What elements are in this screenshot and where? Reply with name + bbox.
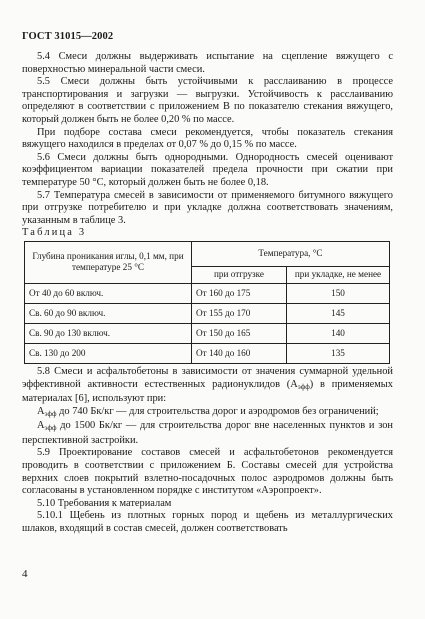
list-item-subscript: эфф <box>44 409 57 418</box>
col-header-shipping: при отгрузке <box>192 266 287 283</box>
list-item-text: до 1500 Бк/кг — для строительства дорог вне населенных пунктов и зон перспективной застройки. <box>22 420 393 446</box>
cell-shipping: От 155 до 170 <box>192 303 287 323</box>
list-item-symbol: A <box>37 405 45 417</box>
p58-text-b: ) в применяемых материалах [6], используют при: <box>22 378 393 405</box>
cell-depth: Св. 130 до 200 <box>25 343 192 363</box>
table-row <box>25 303 390 323</box>
standard-header: ГОСТ 31015—2002 <box>22 31 114 42</box>
cell-laying: 135 <box>287 343 390 363</box>
cell-shipping: От 140 до 160 <box>192 343 287 363</box>
table-row <box>25 283 390 303</box>
paragraph-5-9: 5.9 Проектирование составов смесей и асфальтобетонов рекомендуется проводить в соответствии с приложением Б. Составы смесей для устройства верхних слоев покрытий взлетно-посадочных полос аэродромов должны быть согласованы в установленном порядке с институтом «Аэропроект». <box>22 447 393 497</box>
p58-text-a: 5.8 Смеси и асфальтобетоны в зависимости от значения суммарной удельной эффективной активности естественных радионуклидов (A <box>22 365 393 390</box>
paragraph-5-4: 5.4 Смеси должны выдерживать испытание на сцепление вяжущего с поверхностью минеральной части смеси. <box>22 51 393 75</box>
list-item-subscript: эфф <box>44 424 57 433</box>
table-caption: Таблица 3 <box>22 227 87 239</box>
list-item-symbol: A <box>37 420 45 432</box>
paragraph-5-5: 5.5 Смеси должны быть устойчивыми к расслаиванию в процессе транспортирования и загрузки — выгрузки. Устойчивость к расслаиванию определяют в соответствии с приложением В по показателю стекания вяжущего, который должен быть не более 0,20 % по массе. <box>22 76 393 125</box>
cell-laying: 150 <box>287 283 390 303</box>
temperature-table <box>24 241 390 364</box>
paragraph-5-5-note: При подборе состава смеси рекомендуется, чтобы показатель стекания вяжущего находился в пределах от 0,07 % до 0,15 % по массе. <box>22 126 393 151</box>
cell-laying: 145 <box>287 303 390 323</box>
col-header-temperature: Температура, °С <box>192 241 390 266</box>
page-number: 4 <box>22 568 28 580</box>
list-item-text: до 740 Бк/кг — для строительства дорог и аэродромов без ограничений; <box>56 405 379 417</box>
list-item-740 <box>22 406 393 421</box>
paragraph-5-6: 5.6 Смеси должны быть однородными. Однородность смесей оценивают коэффициентом вариации показателей предела прочности при сжатии при температуре 50 °С, который должен быть не более 0,18. <box>22 151 393 188</box>
cell-shipping: От 160 до 175 <box>192 283 287 303</box>
cell-laying: 140 <box>287 323 390 343</box>
body-text <box>22 51 393 536</box>
cell-depth: От 40 до 60 включ. <box>25 283 192 303</box>
cell-depth: Св. 60 до 90 включ. <box>25 303 192 323</box>
col-header-laying: при укладке, не менее <box>287 266 390 283</box>
col-header-penetration: Глубина проникания иглы, 0,1 мм, при температуре 25 °С <box>25 241 192 283</box>
paragraph-5-10: 5.10 Требования к материалам <box>37 497 172 509</box>
paragraph-5-7: 5.7 Температура смесей в зависимости от применяемого битумного вяжущего при отгрузке потребителю и при укладке должна соответствовать значениям, указанным в таблице 3. <box>22 189 393 226</box>
cell-shipping: От 150 до 165 <box>192 323 287 343</box>
p58-subscript: эфф <box>297 382 310 391</box>
paragraph-5-8 <box>22 366 393 406</box>
table-row <box>25 343 390 363</box>
list-item-1500 <box>22 420 393 447</box>
table-row <box>25 323 390 343</box>
cell-depth: Св. 90 до 130 включ. <box>25 323 192 343</box>
paragraph-5-10-1: 5.10.1 Щебень из плотных горных пород и щебень из металлургических шлаков, входящий в состав смесей, должен соответствовать <box>22 510 393 535</box>
